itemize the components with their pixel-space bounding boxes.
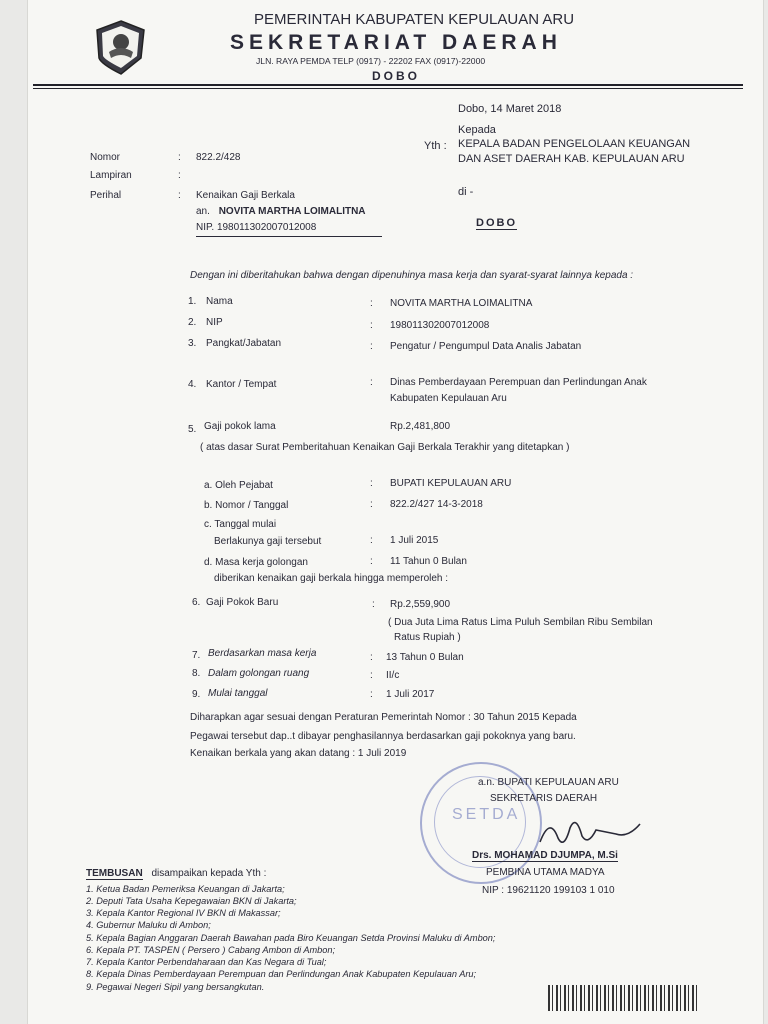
sub-label-masa-kerja: d. Masa kerja golongan [204, 557, 308, 568]
closing-line1: Diharapkan agar sesuai dengan Peraturan Pemerintah Nomor : 30 Tahun 2015 Kepada [190, 712, 577, 723]
letterhead-office: SEKRETARIAT DAERAH [230, 31, 562, 54]
tembusan-item-3: 3. Kepala Kantor Regional IV BKN di Makassar; [86, 908, 281, 918]
perihal-label: Perihal [90, 190, 122, 201]
recipient-line2: DAN ASET DAERAH KAB. KEPULAUAN ARU [458, 153, 685, 165]
tembusan-subtitle: disampaikan kepada Yth : [151, 868, 267, 879]
field-label-nama: Nama [206, 296, 233, 307]
letterhead-rule [33, 84, 743, 86]
field-label-kantor: Kantor / Tempat [206, 379, 277, 390]
signature-office: SEKRETARIS DAERAH [490, 793, 598, 804]
closing-line2: Pegawai tersebut dap..t dibayar penghasilannya berdasarkan gaji pokoknya yang baru. [190, 731, 576, 742]
nomor-value: 822.2/428 [196, 152, 241, 163]
tembusan-item-4: 4. Gubernur Maluku di Ambon; [86, 920, 211, 930]
basis-note: ( atas dasar Surat Pemberitahuan Kenaikan Gaji Berkala Terakhir yang ditetapkan ) [200, 442, 570, 453]
tembusan-title: TEMBUSAN [86, 868, 143, 879]
field-no-6: 6. [192, 597, 201, 608]
field-value-gaji-baru-words: ( Dua Juta Lima Ratus Lima Puluh Sembilan Ribu Sembilan [388, 617, 653, 628]
field-value-masa-kerja: 13 Tahun 0 Bulan [386, 652, 464, 663]
field-value-kantor-line2: Kabupaten Kepulauan Aru [390, 393, 507, 404]
signature-nip: NIP : 19621120 199103 1 010 [482, 885, 615, 896]
stamp-text: SETDA [452, 806, 521, 823]
tembusan-item-5: 5. Kepala Bagian Anggaran Daerah Bawahan pada Biro Keuangan Setda Provinsi Maluku di Ambon; [86, 933, 496, 943]
sub-value-pejabat: BUPATI KEPULAUAN ARU [390, 478, 512, 489]
perihal-an: an. [196, 206, 210, 217]
tembusan-item-7: 7. Kepala Kantor Perbendaharaan dan Kas Negara di Tual; [86, 957, 327, 967]
field-value-mulai-tanggal: 1 Juli 2017 [386, 689, 435, 700]
field-label-mulai-tanggal: Mulai tanggal [208, 688, 268, 699]
tembusan-item-9: 9. Pegawai Negeri Sipil yang bersangkutan. [86, 982, 265, 992]
sub-label-berlakunya: Berlakunya gaji tersebut [214, 536, 322, 547]
sub-value-nomor-tanggal: 822.2/427 14-3-2018 [390, 499, 483, 510]
field-value-golongan: II/c [386, 670, 400, 681]
field-label-gaji-baru: Gaji Pokok Baru [206, 597, 279, 608]
field-label-masa-kerja: Berdasarkan masa kerja [208, 648, 317, 659]
perihal-nip: NIP. 198011302007012008 [196, 222, 382, 237]
field-no-8: 8. [192, 668, 201, 679]
sub-value-tanggal-mulai: 1 Juli 2015 [390, 535, 439, 546]
field-no-2: 2. [188, 317, 197, 328]
signature-name: Drs. MOHAMAD DJUMPA, M.Si [472, 850, 618, 861]
tembusan-item-6: 6. Kepala PT. TASPEN ( Persero ) Cabang Ambon di Ambon; [86, 945, 336, 955]
perihal-name: NOVITA MARTHA LOIMALITNA [218, 206, 366, 217]
letter-date: Dobo, 14 Maret 2018 [458, 103, 562, 115]
field-value-nama: NOVITA MARTHA LOIMALITNA [390, 298, 533, 309]
field-value-gaji-lama: Rp.2,481,800 [390, 421, 451, 432]
recipient-line1: KEPALA BADAN PENGELOLAAN KEUANGAN [458, 138, 691, 150]
closing-line3: Kenaikan berkala yang akan datang : 1 Juli 2019 [190, 748, 407, 759]
recipient-di: di - [458, 186, 474, 198]
sub-label-tanggal-mulai: c. Tanggal mulai [204, 519, 277, 530]
recipient-yth: Yth : [424, 140, 447, 152]
tembusan-item-2: 2. Deputi Tata Usaha Kepegawaian BKN di Jakarta; [86, 896, 297, 906]
intro-text: Dengan ini diberitahukan bahwa dengan dipenuhinya masa kerja dan syarat-syarat lainnya kepada : [190, 270, 634, 281]
field-no-7: 7. [192, 650, 201, 661]
lampiran-label: Lampiran [90, 170, 132, 181]
sub-value-masa-kerja: 11 Tahun 0 Bulan [390, 556, 467, 567]
field-no-9: 9. [192, 689, 201, 700]
field-no-5: 5. [188, 424, 197, 435]
sub-label-pejabat: a. Oleh Pejabat [204, 480, 273, 491]
perihal-line1: Kenaikan Gaji Berkala [196, 190, 295, 201]
field-no-3: 3. [188, 338, 197, 349]
regency-emblem-icon [92, 18, 150, 76]
field-value-gaji-baru: Rp.2,559,900 [390, 599, 451, 610]
field-label-nip: NIP [206, 317, 223, 328]
letterhead-government: PEMERINTAH KABUPATEN KEPULAUAN ARU [254, 11, 575, 28]
letterhead-city: DOBO [372, 69, 420, 83]
recipient-city: DOBO [476, 217, 517, 229]
signature-rank: PEMBINA UTAMA MADYA [486, 867, 605, 878]
sub-label-nomor-tanggal: b. Nomor / Tanggal [204, 500, 289, 511]
signature-an: a.n. BUPATI KEPULAUAN ARU [478, 777, 619, 788]
field-value-gaji-baru-words2: Ratus Rupiah ) [394, 632, 461, 643]
field-label-golongan: Dalam golongan ruang [208, 668, 310, 679]
nomor-label: Nomor [90, 152, 121, 163]
barcode-strip [548, 985, 698, 1011]
letterhead-address: JLN. RAYA PEMDA TELP (0917) - 22202 FAX (0917)-22000 [256, 56, 486, 66]
field-value-kantor: Dinas Pemberdayaan Perempuan dan Perlindungan Anak [390, 377, 647, 388]
given-note: diberikan kenaikan gaji berkala hingga memperoleh : [214, 573, 449, 584]
field-no-4: 4. [188, 379, 197, 390]
tembusan-item-8: 8. Kepala Dinas Pemberdayaan Perempuan dan Perlindungan Anak Kabupaten Kepulauan Aru; [86, 969, 477, 979]
field-value-nip: 198011302007012008 [390, 320, 490, 331]
handwritten-signature [536, 812, 646, 852]
field-label-gaji-lama: Gaji pokok lama [204, 421, 276, 432]
field-no-1: 1. [188, 296, 197, 307]
field-value-pangkat: Pengatur / Pengumpul Data Analis Jabatan [390, 341, 582, 352]
recipient-kepada: Kepada [458, 124, 496, 136]
tembusan-item-1: 1. Ketua Badan Pemeriksa Keuangan di Jakarta; [86, 884, 285, 894]
letterhead-rule-thin [33, 88, 743, 89]
field-label-pangkat: Pangkat/Jabatan [206, 338, 282, 349]
